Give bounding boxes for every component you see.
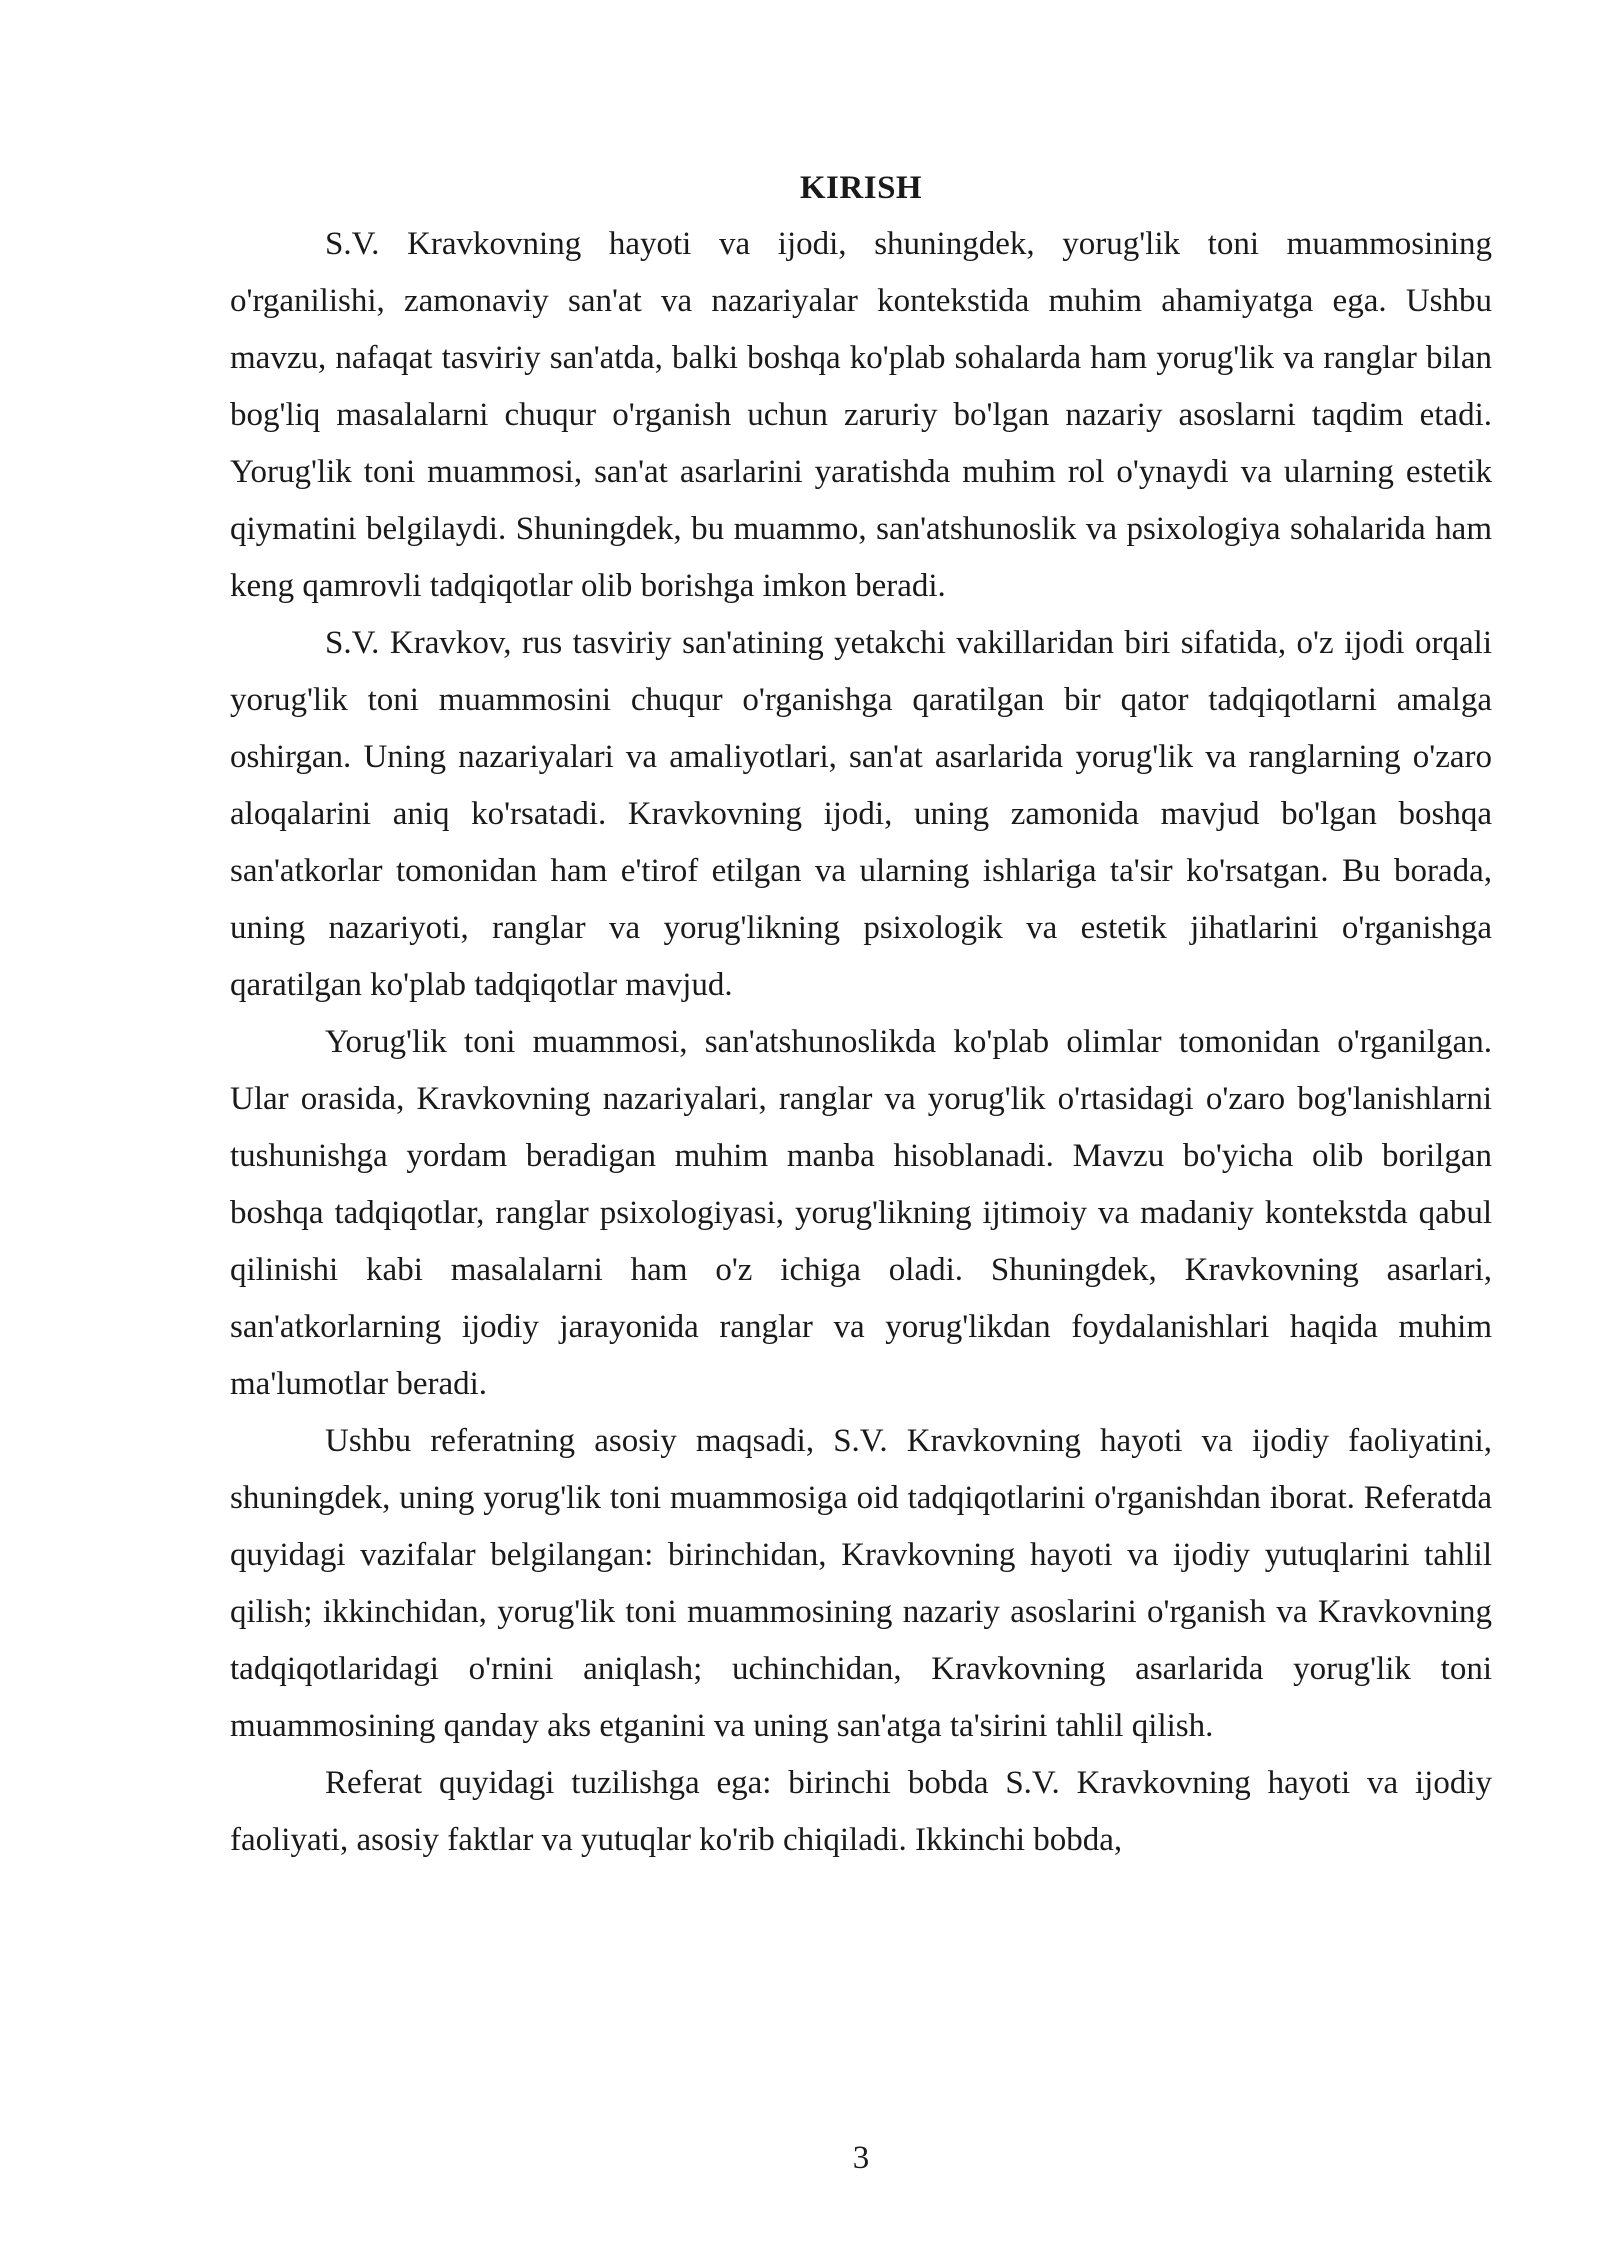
paragraph-2: S.V. Kravkov, rus tasviriy san'atining yetakchi vakillaridan biri sifatida, o'z ijodi orqali yorug'lik toni muammosini chuqur o'rganishga qaratilgan bir qator tadqiqotlarni amalga oshirgan. Uning nazariyalari va amaliyotlari, san'at asarlarida yorug'lik va ranglarning o'zaro aloqalarini aniq ko'rsatadi. Kravkovning ijodi, uning zamonida mavjud bo'lgan boshqa san'atkorlar tomonidan ham e'tirof etilgan va ularning ishlariga ta'sir ko'rsatgan. Bu borada, uning nazariyoti, ranglar va yorug'likning psixologik va estetik jihatlarini o'rganishga qaratilgan ko'plab tadqiqotlar mavjud. <box>230 625 1492 1003</box>
paragraph-1: S.V. Kravkovning hayoti va ijodi, shuningdek, yorug'lik toni muammosining o'rganilishi, zamonaviy san'at va nazariyalar kontekstida muhim ahamiyatga ega. Ushbu mavzu, nafaqat tasviriy san'atda, balki boshqa ko'plab sohalarda ham yorug'lik va ranglar bilan bog'liq masalalarni chuqur o'rganish uchun zaruriy bo'lgan nazariy asoslarni taqdim etadi. Yorug'lik toni muammosi, san'at asarlarini yaratishda muhim rol o'ynaydi va ularning estetik qiymatini belgilaydi. Shuningdek, bu muammo, san'atshunoslik va psixologiya sohalarida ham keng qamrovli tadqiqotlar olib borishga imkon beradi. <box>230 226 1492 604</box>
page-number: 3 <box>852 2140 870 2176</box>
paragraph-5: Referat quyidagi tuzilishga ega: birinchi bobda S.V. Kravkovning hayoti va ijodiy faoliyati, asosiy faktlar va yutuqlar ko'rib chiqiladi. Ikkinchi bobda, <box>230 1765 1492 1858</box>
paragraph-3: Yorug'lik toni muammosi, san'atshunoslikda ko'plab olimlar tomonidan o'rganilgan. Ular orasida, Kravkovning nazariyalari, ranglar va yorug'lik o'rtasidagi o'zaro bog'lanishlarni tushunishga yordam beradigan muhim manba hisoblanadi. Mavzu bo'yicha olib borilgan boshqa tadqiqotlar, ranglar psixologiyasi, yorug'likning ijtimoiy va madaniy kontekstda qabul qilinishi kabi masalalarni ham o'z ichiga oladi. Shuningdek, Kravkovning asarlari, san'atkorlarning ijodiy jarayonida ranglar va yorug'likdan foydalanishlari haqida muhim ma'lumotlar beradi. <box>230 1024 1492 1402</box>
page-body <box>230 160 1492 1869</box>
paragraph-4: Ushbu referatning asosiy maqsadi, S.V. Kravkovning hayoti va ijodiy faoliyatini, shuningdek, uning yorug'lik toni muammosiga oid tadqiqotlarini o'rganishdan iborat. Referatda quyidagi vazifalar belgilangan: birinchidan, Kravkovning hayoti va ijodiy yutuqlarini tahlil qilish; ikkinchidan, yorug'lik toni muammosining nazariy asoslarini o'rganish va Kravkovning tadqiqotlaridagi o'rnini aniqlash; uchinchidan, Kravkovning asarlarida yorug'lik toni muammosining qanday aks etganini va uning san'atga ta'sirini tahlil qilish. <box>230 1423 1492 1744</box>
section-title: KIRISH <box>799 170 923 206</box>
